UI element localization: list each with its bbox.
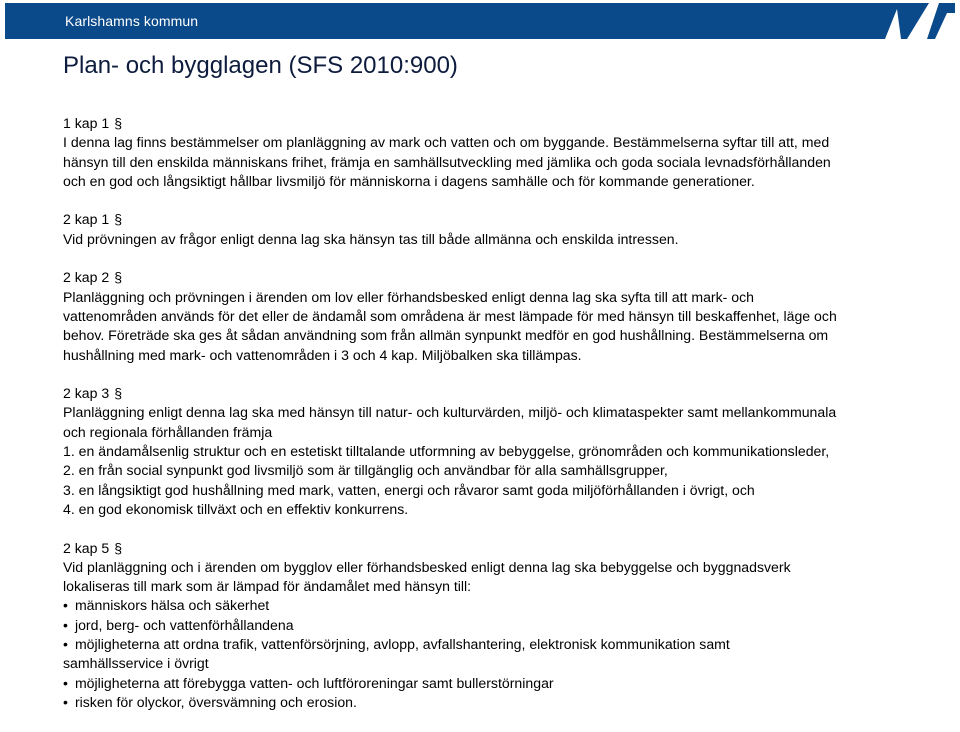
page-title: Plan- och bygglagen (SFS 2010:900) [63,52,458,79]
text-line: Vid prövningen av frågor enligt denna lag ska hänsyn tas till både allmänna och enskilda intressen. [63,230,679,247]
bullet-item: • jord, berg- och vattenförhållandena [63,616,943,635]
numbered-item: 2. en från social synpunkt god livsmiljö som är tillgänglig och användbar för alla samhällsgrupper, [63,462,668,479]
bullet-continuation: samhällsservice i övrigt [63,655,209,672]
text-line: och en god och långsiktigt hållbar livsmiljö för människorna i dagens samhälle och för kommande generationer. [63,172,755,189]
section-2-kap-3 [63,384,943,519]
section-2-kap-1 [63,210,943,249]
org-name: Karlshamns kommun [65,13,199,29]
section-1-kap-1 [63,114,943,191]
text-line: Vid planläggning och i ärenden om bygglov eller förhandsbesked enligt denna lag ska bebyggelse och byggnadsverk [63,558,791,575]
text-line: Planläggning och prövningen i ärenden om lov eller förhandsbesked enligt denna lag ska syfta till att mark- och [63,288,755,305]
section-number: 2 kap 2 [63,269,110,286]
municipality-logo-icon [867,3,955,39]
law-text [63,114,943,732]
bullet-item: • möjligheterna att förebygga vatten- och luftföroreningar samt bullerstörningar [63,674,943,693]
section-heading [63,268,943,287]
paragraph-symbol: § [114,269,123,286]
text-line: vattenområden används för det eller de ändamål som områdena är mest lämpade för med hänsyn till beskaffenhet, läge och [63,307,837,324]
section-number: 2 kap 1 [63,211,110,228]
section-number: 2 kap 3 [63,385,110,402]
section-number: 1 kap 1 [63,115,110,131]
text-line: hushållning med mark- och vattenområden i 3 och 4 kap. Miljöbalken ska tillämpas. [63,346,582,363]
text-line: I denna lag finns bestämmelser om planläggning av mark och vatten och om byggande. Bestämmelserna syftar till att, med [63,134,830,151]
text-line: och regionala förhållanden främja [63,423,273,440]
text-line: hänsyn till den enskilda människans frihet, främja en samhällsutveckling med jämlika och goda sociala levnadsförhållanden [63,153,831,170]
section-2-kap-2 [63,268,943,364]
section-2-kap-5 [63,539,943,713]
numbered-item: 3. en långsiktigt god hushållning med mark, vatten, energi och råvaror samt goda miljöförhållanden i övrigt, och [63,481,755,498]
paragraph-symbol: § [114,115,123,131]
section-heading [63,539,943,558]
bullet-item: • möjligheterna att ordna trafik, vattenförsörjning, avlopp, avfallshantering, elektronisk kommunikation samt [63,635,943,654]
paragraph-symbol: § [114,539,123,556]
section-heading [63,384,943,403]
numbered-item: 1. en ändamålsenlig struktur och en estetiskt tilltalande utformning av bebyggelse, grönområden och kommunikationsleder, [63,443,830,460]
text-line: behov. Företräde ska ges åt sådan användning som från allmän synpunkt medför en god hushållning. Bestämmelserna om [63,327,829,344]
bullet-item: • risken för olyckor, översvämning och erosion. [63,693,943,712]
text-line: lokaliseras till mark som är lämpad för ändamålet med hänsyn till: [63,578,472,595]
paragraph-symbol: § [114,385,123,402]
paragraph-symbol: § [114,211,123,228]
section-heading [63,210,943,229]
bullet-item: • människors hälsa och säkerhet [63,596,943,615]
numbered-item: 4. en god ekonomisk tillväxt och en effektiv konkurrens. [63,500,409,517]
section-number: 2 kap 5 [63,539,110,556]
header-bar [5,3,955,39]
text-line: Planläggning enligt denna lag ska med hänsyn till natur- och kulturvärden, miljö- och klimataspekter samt mellankommunala [63,404,837,421]
section-heading [63,114,943,133]
